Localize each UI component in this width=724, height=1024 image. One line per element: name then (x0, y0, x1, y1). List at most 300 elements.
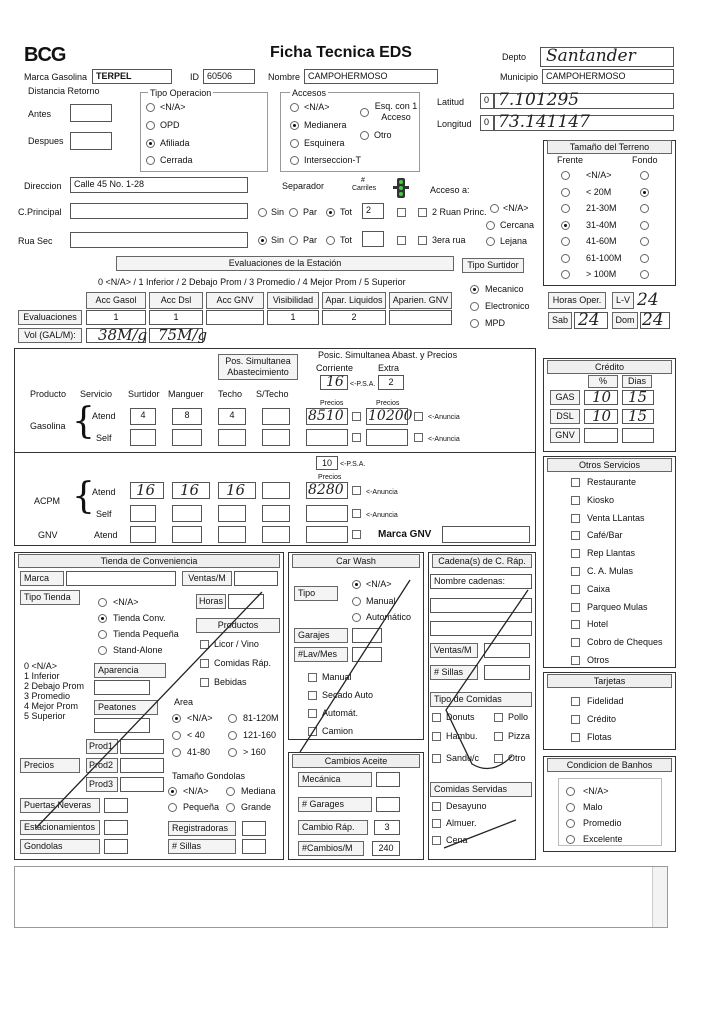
gas-price-e: 10200 (368, 408, 413, 424)
gnv-surtidor[interactable] (130, 526, 156, 543)
serv-cena-label: Cena (446, 835, 468, 845)
comida-hambu-check[interactable] (432, 732, 441, 741)
acpm-self-anuncia-label: <-Anuncia (366, 512, 398, 519)
marca-gnv-field[interactable] (442, 526, 530, 543)
terreno-title: Tamaño del Terreno (547, 140, 672, 154)
eval-scale: 0 <N/A> / 1 Inferior / 2 Debajo Prom / 3 Promedio / 4 Mejor Prom / 5 Superior (98, 277, 406, 287)
principal-label: C.Principal (18, 207, 62, 217)
tercera-rua-label: 3era rua (432, 235, 466, 245)
banos-label-3: Excelente (583, 834, 623, 844)
cambio-rapido-field[interactable]: 3 (374, 820, 400, 835)
carwash-secado-label: Secado Auto (322, 690, 374, 700)
tercera-rua-check[interactable] (418, 236, 427, 245)
otros-label-3: Café/Bar (587, 530, 623, 541)
precios-label-e: Precios (376, 400, 400, 407)
accesos-radio-otro[interactable] (360, 131, 369, 140)
credito-row-1-pct: 10 (592, 407, 612, 425)
acpm-self-manguer[interactable] (172, 505, 202, 522)
gas-self-stecho[interactable] (262, 429, 290, 446)
latitud-label: Latitud (437, 97, 465, 107)
estacionamientos-field[interactable] (104, 820, 128, 835)
carwash-label-auto: Automático (366, 612, 412, 622)
tipo-op-label-afiliada: Afiliada (160, 138, 190, 148)
municipio-field[interactable]: CAMPOHERMOSO (542, 69, 674, 84)
cadena-nombre-2[interactable] (430, 598, 532, 613)
terreno-fondo-radio-2[interactable] (640, 204, 649, 213)
acceso-radio-na[interactable] (490, 204, 499, 213)
otros-label-2: Venta LLantas (587, 512, 645, 523)
fondo-label: Fondo (632, 155, 658, 165)
acpm-psa-field[interactable]: 10 (316, 456, 338, 470)
accesos-radio-na[interactable] (290, 103, 299, 112)
acpm-self-label: Self (96, 509, 112, 519)
area-radio-na[interactable] (172, 714, 181, 723)
carwash-automat-check[interactable] (308, 709, 317, 718)
tienda-bebidas-check[interactable] (200, 678, 209, 687)
principal-sin-radio[interactable] (258, 208, 267, 217)
prod3-field[interactable] (120, 777, 164, 792)
garages-label: # Garages (298, 797, 372, 812)
tienda-horas-field[interactable] (228, 594, 264, 609)
separador-label: Separador (282, 181, 325, 191)
depto-value: Santander (546, 46, 636, 66)
tienda-bebidas-label: Bebidas (214, 677, 247, 687)
gond-radio-pequena[interactable] (168, 803, 177, 812)
tienda-scale (24, 661, 84, 721)
tienda-licor-check[interactable] (200, 640, 209, 649)
tienda-comidas-label: Comidas Ráp. (214, 658, 272, 668)
vol-gas-value: 38M/g (98, 326, 148, 344)
carwash-radio-auto[interactable] (352, 613, 361, 622)
otros-check-6[interactable] (571, 585, 580, 594)
acpm-self-techo[interactable] (218, 505, 246, 522)
tienda-tipo-radio-na[interactable] (98, 598, 107, 607)
tienda-ventas-field[interactable] (234, 571, 278, 586)
credito-row-2-label: GNV (550, 428, 580, 443)
tipo-op-radio-afiliada[interactable] (146, 139, 155, 148)
terreno-fondo-radio-0[interactable] (640, 171, 649, 180)
notes-scrollbar[interactable] (652, 867, 667, 927)
despues-label: Despues (28, 136, 64, 146)
cambios-title: Cambios Aceite (292, 754, 420, 768)
area-radio-80[interactable] (172, 748, 181, 757)
registradoras-label: Registradoras (168, 821, 236, 836)
gnv-manguer[interactable] (172, 526, 202, 543)
despues-field[interactable] (70, 132, 112, 150)
tienda-tipo-radio-standalone[interactable] (98, 646, 107, 655)
otros-label-10: Otros (587, 655, 610, 665)
otros-check-1[interactable] (571, 496, 580, 505)
terreno-fondo-radio-4[interactable] (640, 237, 649, 246)
otros-label-0: Restaurante (587, 477, 637, 487)
serv-desayuno-check[interactable] (432, 802, 441, 811)
terreno-option-6: > 100M (586, 269, 617, 279)
gas-self-price-e[interactable] (366, 429, 408, 446)
cadena-ventas-field[interactable] (484, 643, 530, 658)
col-stecho: S/Techo (256, 389, 289, 399)
otros-check-8[interactable] (571, 620, 580, 629)
gondolas-field[interactable] (104, 839, 128, 854)
gas-self-price-c[interactable] (306, 429, 348, 446)
gond-label-mediana: Mediana (241, 786, 276, 796)
otros-check-2[interactable] (571, 514, 580, 523)
tarjetas-check-1[interactable] (571, 715, 580, 724)
comida-hambu-label: Hambu. (446, 731, 478, 741)
terreno-frente-radio-3[interactable] (561, 221, 570, 230)
eval-v-visibilidad[interactable]: 1 (267, 310, 319, 325)
comida-pollo-check[interactable] (494, 713, 503, 722)
comida-sandu-check[interactable] (432, 754, 441, 763)
tarjetas-title: Tarjetas (547, 674, 672, 688)
terreno-frente-radio-6[interactable] (561, 270, 570, 279)
gas-self-anuncia-e[interactable] (414, 433, 423, 442)
antes-field[interactable] (70, 104, 112, 122)
cadena-sillas-field[interactable] (484, 665, 530, 680)
banos-label-2: Promedio (583, 818, 622, 828)
terreno-option-2: 21-30M (586, 203, 617, 213)
acceso-radio-lejana[interactable] (486, 237, 495, 246)
banos-radio-0[interactable] (566, 787, 575, 796)
eval-v-aparien-gnv[interactable] (389, 310, 452, 325)
carwash-label-na: <N/A> (366, 579, 392, 589)
banos-radio-1[interactable] (566, 803, 575, 812)
tienda-ventas-label: Ventas/M (182, 571, 232, 586)
ruan-princ-label: 2 Ruan Princ. (432, 207, 487, 217)
gas-self-manguer[interactable] (172, 429, 202, 446)
otros-label-8: Hotel (587, 619, 609, 630)
rua-tot-radio[interactable] (326, 236, 335, 245)
gnv-anuncia-check[interactable] (352, 530, 361, 539)
eval-h-acc-gnv: Acc GNV (206, 292, 264, 309)
col-producto: Producto (30, 389, 67, 399)
municipio-label: Municipio (500, 72, 539, 82)
otros-check-3[interactable] (571, 531, 580, 540)
cadena-title: Cadena(s) de C. Ráp. (432, 554, 532, 568)
longitud-prefix: 0 (480, 115, 494, 131)
comida-otro-check[interactable] (494, 754, 503, 763)
gas-self-techo[interactable] (218, 429, 246, 446)
eval-h-aparien-gnv: Aparien. GNV (389, 292, 452, 309)
horas-label: Horas Oper. (548, 292, 606, 309)
credito-title: Crédito (547, 360, 672, 374)
mecanica-field[interactable] (376, 772, 400, 787)
otros-servicios-title: Otros Servicios (547, 458, 672, 472)
tienda-gondolas-label: Tamaño Gondolas (172, 771, 246, 781)
psa-corriente-value: 16 (326, 374, 344, 390)
tienda-apariencia-field[interactable] (94, 680, 150, 695)
comida-pollo-label: Pollo (508, 712, 529, 722)
carwash-garajes-field[interactable] (352, 628, 382, 643)
terreno-fondo-radio-6[interactable] (640, 270, 649, 279)
gas-self-surtidor[interactable] (130, 429, 156, 446)
acpm-atend-label: Atend (92, 487, 116, 497)
acpm-self-anuncia-check[interactable] (352, 509, 361, 518)
tienda-peatones-label: Peatones (94, 700, 158, 715)
tienda-scale-2: 2 Debajo Prom (24, 681, 85, 691)
comida-pizza-check[interactable] (494, 732, 503, 741)
eval-v-acc-dsl[interactable]: 1 (149, 310, 203, 325)
gnv-price[interactable] (306, 526, 348, 543)
gond-label-pequena: Pequeña (183, 802, 220, 812)
principal-par-label: Par (303, 207, 318, 217)
serv-almuerzo-check[interactable] (432, 819, 441, 828)
cadena-ventas-label: Ventas/M (430, 643, 478, 658)
gond-radio-grande[interactable] (226, 803, 235, 812)
credito-pct-header: % (588, 375, 618, 388)
tienda-licor-label: Licor / Vino (214, 639, 259, 649)
otros-label-6: Caixa (587, 583, 611, 594)
tienda-scale-0: 0 <N/A> (24, 661, 58, 671)
gas-self-anuncia-label: <-Anuncia (428, 436, 460, 443)
credito-row-2-pct-field[interactable] (584, 428, 618, 443)
carwash-lav-field[interactable] (352, 647, 382, 662)
terreno-fondo-radio-3[interactable] (640, 221, 649, 230)
carwash-camion-check[interactable] (308, 727, 317, 736)
tipo-op-radio-na[interactable] (146, 103, 155, 112)
prod1-field[interactable] (120, 739, 164, 754)
gnv-techo[interactable] (218, 526, 246, 543)
otros-check-4[interactable] (571, 549, 580, 558)
tarjetas-label-1: Crédito (587, 714, 617, 724)
tipo-op-label-cerrada: Cerrada (160, 155, 193, 165)
prod2-field[interactable] (120, 758, 164, 773)
retorno-title: Distancia Retorno (28, 86, 100, 96)
banos-radio-2[interactable] (566, 819, 575, 828)
carwash-label-manual: Manual (366, 596, 396, 606)
principal-sin-label: Sin (271, 207, 285, 217)
area-radio-40[interactable] (172, 731, 181, 740)
acpm-anuncia-check[interactable] (352, 486, 361, 495)
cambio-rapido-label: Cambio Ráp. (298, 820, 368, 835)
dom-value: 24 (642, 310, 664, 330)
prod3-label: Prod3 (86, 777, 118, 792)
rua-carriles-field[interactable] (362, 231, 384, 247)
terreno-frente-radio-4[interactable] (561, 237, 570, 246)
surtidor-radio-electronico[interactable] (470, 302, 479, 311)
credito-row-2-dias-field[interactable] (622, 428, 654, 443)
banos-radio-3[interactable] (566, 835, 575, 844)
tarjetas-check-2[interactable] (571, 733, 580, 742)
id-label: ID (190, 72, 199, 82)
accesos-radio-medianera[interactable] (290, 121, 299, 130)
rua-par-radio[interactable] (289, 236, 298, 245)
serv-cena-check[interactable] (432, 836, 441, 845)
tienda-tipo-radio-pequena[interactable] (98, 630, 107, 639)
tienda-precios-label: Precios (20, 758, 80, 773)
accesos-label-esq1: Esq. con 1 Acceso (374, 101, 418, 122)
eval-v-apar-liquidos[interactable]: 2 (322, 310, 386, 325)
accesos-label-interseccion: Interseccion-T (304, 155, 362, 165)
gas-atend-stecho[interactable] (262, 408, 290, 425)
surtidor-radio-mpd[interactable] (470, 319, 479, 328)
pos-simultanea-label: Pos. Simultanea Abastecimiento (218, 354, 298, 380)
rua-sec-field[interactable] (70, 232, 248, 248)
terreno-frente-radio-1[interactable] (561, 188, 570, 197)
prod2-label: Prod2 (86, 758, 118, 773)
terreno-frente-radio-2[interactable] (561, 204, 570, 213)
estacionamientos-label: Estacionamientos (20, 820, 100, 835)
cadena-nombre-field[interactable]: Nombre cadenas: (430, 574, 532, 589)
tienda-comidas-check[interactable] (200, 659, 209, 668)
credito-row-0-pct: 10 (592, 388, 612, 406)
precios-divider (14, 452, 536, 453)
traffic-light-icon (392, 177, 410, 199)
gas-anuncia-e-check[interactable] (414, 412, 423, 421)
acpm-self-stecho[interactable] (262, 505, 290, 522)
vol-dsl-value: 75M/g (158, 326, 208, 344)
otros-check-9[interactable] (571, 638, 580, 647)
tienda-peatones-field[interactable] (94, 718, 150, 733)
acpm-label: ACPM (34, 496, 61, 506)
acpm-self-price[interactable] (306, 505, 348, 522)
gas-atend-techo[interactable]: 4 (218, 408, 246, 425)
terreno-fondo-radio-1[interactable] (640, 188, 649, 197)
acpm-precios-label: Precios (318, 474, 342, 481)
cadena-sillas-label: # Sillas (430, 665, 478, 680)
area-label-160: 121-160 (243, 730, 277, 740)
area-radio-160[interactable] (228, 731, 237, 740)
registradoras-field[interactable] (242, 821, 266, 836)
otros-label-7: Parqueo Mulas (587, 601, 648, 612)
antes-label: Antes (28, 109, 52, 119)
terreno-fondo-radio-5[interactable] (640, 254, 649, 263)
banos-title: Condicion de Banhos (547, 758, 672, 772)
terreno-frente-radio-5[interactable] (561, 254, 570, 263)
acpm-atend-stecho[interactable] (262, 482, 290, 499)
rua-par-label: Par (303, 235, 318, 245)
acpm-psa-label: <-P.S.A. (340, 461, 366, 468)
otros-check-5[interactable] (571, 567, 580, 576)
direccion-field[interactable]: Calle 45 No. 1-28 (70, 177, 248, 193)
rua-check[interactable] (397, 236, 406, 245)
acpm-surtidor-value: 16 (136, 481, 156, 499)
principal-tot-radio[interactable] (326, 208, 335, 217)
principal-carriles-field[interactable]: 2 (362, 203, 384, 219)
nombre-field[interactable]: CAMPOHERMOSO (304, 69, 438, 84)
ruan-princ-check[interactable] (418, 208, 427, 217)
area-label-40: < 40 (187, 730, 205, 740)
otros-check-7[interactable] (571, 603, 580, 612)
area-radio-120[interactable] (228, 714, 237, 723)
eval-v-acc-gasol[interactable]: 1 (86, 310, 146, 325)
banos-label-1: Malo (583, 802, 603, 812)
gnv-stecho[interactable] (262, 526, 290, 543)
latitud-value: 7.101295 (498, 90, 580, 110)
tienda-tipo-label-na: <N/A> (113, 597, 139, 607)
gas-atend-surtidor[interactable]: 4 (130, 408, 156, 425)
cambios-mes-label: #Cambios/M (298, 841, 364, 856)
tarjetas-check-0[interactable] (571, 697, 580, 706)
tienda-tipo-label-standalone: Stand-Alone (113, 645, 163, 655)
serv-almuerzo-label: Almuer. (446, 818, 477, 828)
cadena-nombre-3[interactable] (430, 621, 532, 636)
marca-field[interactable]: TERPEL (92, 69, 172, 84)
principal-check[interactable] (397, 208, 406, 217)
carwash-tipo-label: Tipo (294, 586, 338, 601)
tienda-sillas-field[interactable] (242, 839, 266, 854)
tienda-scale-4: 4 Mejor Prom (24, 701, 79, 711)
acceso-radio-cercana[interactable] (486, 221, 495, 230)
depto-label: Depto (502, 52, 527, 62)
surtidor-label-mecanico: Mecanico (485, 284, 524, 294)
gond-radio-na[interactable] (168, 787, 177, 796)
acpm-self-surtidor[interactable] (130, 505, 156, 522)
nombre-label: Nombre (268, 72, 301, 82)
tienda-tipo-label: Tipo Tienda (20, 590, 80, 605)
principal-field[interactable] (70, 203, 248, 219)
acceso-label-na: <N/A> (503, 203, 529, 213)
gas-self-label: Self (96, 433, 112, 443)
carwash-radio-manual[interactable] (352, 597, 361, 606)
sab-value: 24 (578, 310, 600, 330)
psa-extra-field[interactable]: 2 (378, 375, 404, 390)
gas-atend-label: Atend (92, 411, 116, 421)
carwash-lav-label: #Lav/Mes (294, 647, 348, 662)
principal-par-radio[interactable] (289, 208, 298, 217)
comida-otro-label: Otro (508, 753, 526, 763)
rua-sin-radio[interactable] (258, 236, 267, 245)
notes-field[interactable] (14, 866, 668, 928)
gond-radio-mediana[interactable] (226, 787, 235, 796)
tienda-area-label: Area (174, 697, 194, 707)
accesos-radio-esq1[interactable] (360, 108, 369, 117)
otros-check-10[interactable] (571, 656, 580, 665)
comida-donuts-check[interactable] (432, 713, 441, 722)
surtidor-radio-mecanico[interactable] (470, 285, 479, 294)
gas-anuncia-c-check[interactable] (352, 412, 361, 421)
tipo-op-radio-cerrada[interactable] (146, 156, 155, 165)
tienda-marca-field[interactable] (66, 571, 176, 586)
latitud-prefix: 0 (480, 93, 494, 109)
area-radio-gt160[interactable] (228, 748, 237, 757)
tarjetas-label-0: Fidelidad (587, 696, 624, 706)
cambios-mes-field[interactable]: 240 (372, 841, 400, 856)
col-techo: Techo (218, 389, 243, 399)
terreno-frente-radio-0[interactable] (561, 171, 570, 180)
eval-v-acc-gnv[interactable] (206, 310, 264, 325)
otros-check-0[interactable] (571, 478, 580, 487)
otros-label-4: Rep Llantas (587, 548, 636, 559)
gasolina-label: Gasolina (30, 421, 66, 431)
id-field[interactable]: 60506 (203, 69, 255, 84)
puertas-field[interactable] (104, 798, 128, 813)
eval-title: Evaluaciones de la Estación (116, 256, 454, 271)
surtidor-title: Tipo Surtidor (462, 258, 524, 273)
accesos-radio-interseccion[interactable] (290, 156, 299, 165)
comida-donuts-label: Donuts (446, 712, 475, 722)
tipo-op-radio-opd[interactable] (146, 121, 155, 130)
terreno-option-0: <N/A> (586, 170, 612, 180)
gond-label-grande: Grande (241, 802, 272, 812)
garages-field[interactable] (376, 797, 400, 812)
tienda-tipo-radio-conv[interactable] (98, 614, 107, 623)
otros-label-5: C. A. Mulas (587, 566, 634, 576)
surtidor-label-mpd: MPD (485, 318, 505, 328)
serv-desayuno-label: Desayuno (446, 801, 487, 811)
carwash-automat-label: Automát. (322, 708, 359, 718)
carwash-secado-check[interactable] (308, 691, 317, 700)
accesos-radio-esquinera[interactable] (290, 139, 299, 148)
gas-self-anuncia-c[interactable] (352, 433, 361, 442)
carwash-radio-na[interactable] (352, 580, 361, 589)
acpm-brace-icon: { (72, 476, 95, 517)
area-label-80: 41-80 (187, 747, 211, 757)
carwash-manual-check[interactable] (308, 673, 317, 682)
tienda-marca-label: Marca (20, 571, 64, 586)
direccion-label: Direccion (24, 181, 62, 191)
col-servicio: Servicio (80, 389, 113, 399)
gas-atend-manguer[interactable]: 8 (172, 408, 202, 425)
